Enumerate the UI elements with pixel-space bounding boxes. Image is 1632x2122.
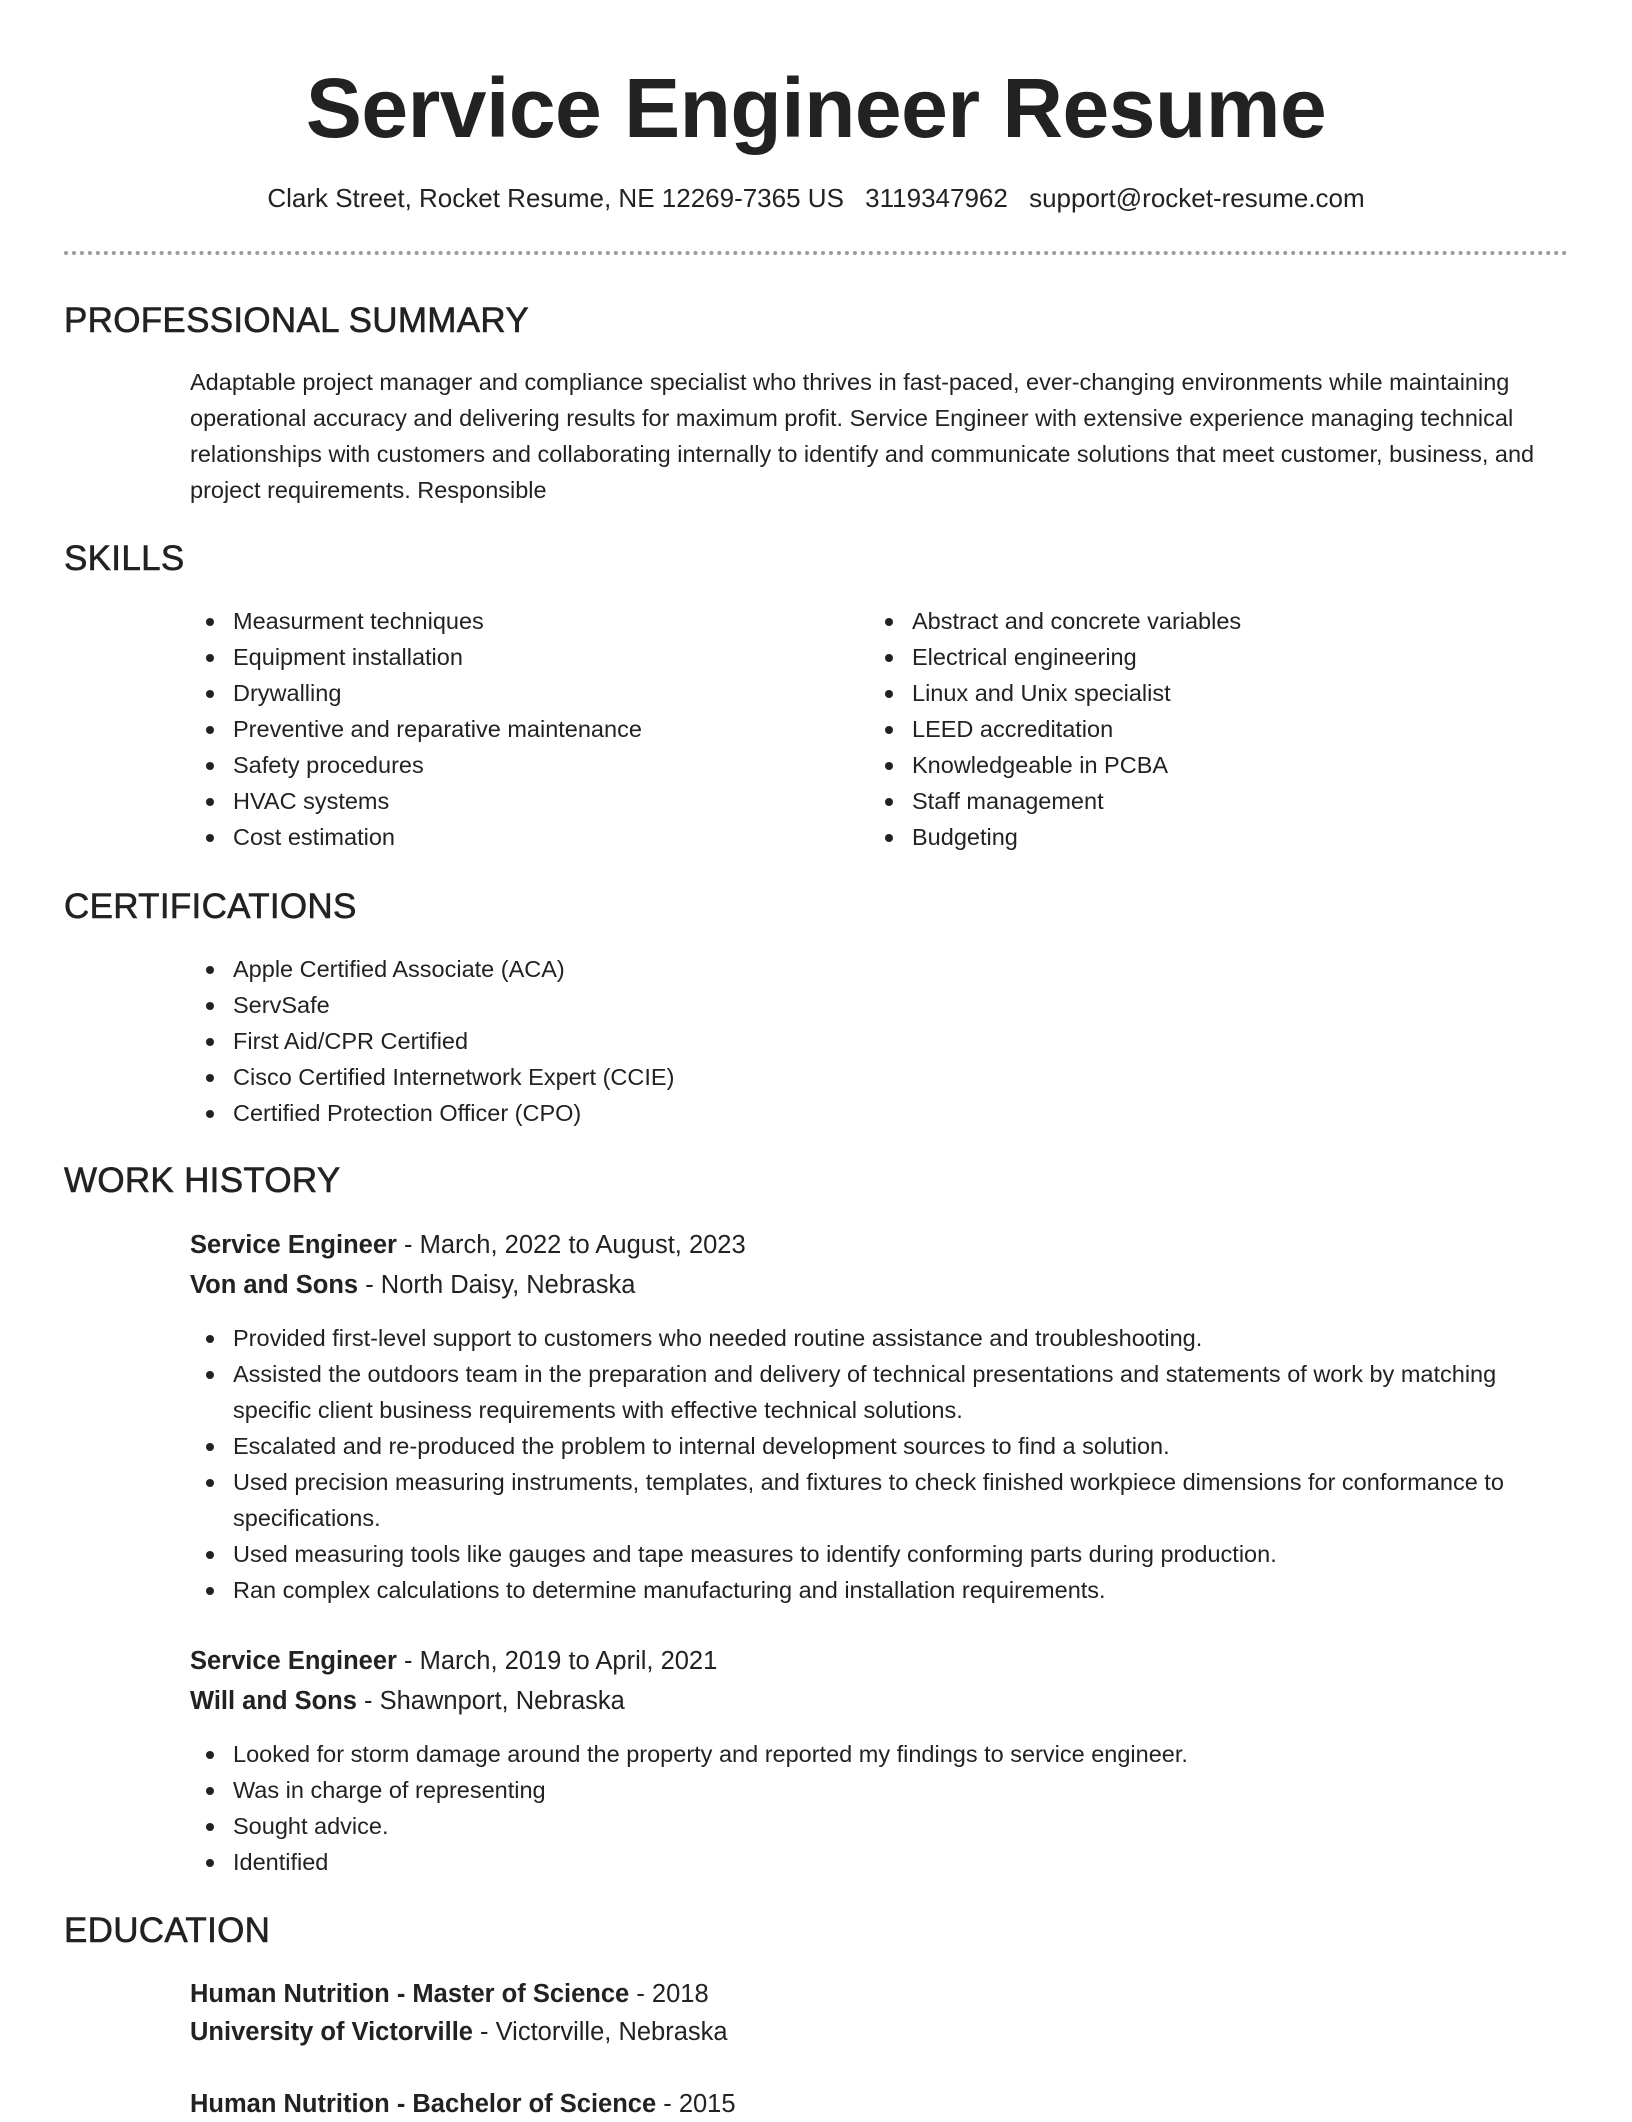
job-bullet: Used precision measuring instruments, templates, and fixtures to check finished workpiece dimensions for conformance to specifications. [190, 1464, 1570, 1536]
skill-item: Preventive and reparative maintenance [190, 711, 830, 747]
job-bullets [190, 1736, 1570, 1880]
skill-item: Staff management [869, 783, 1549, 819]
job-location: - Shawnport, Nebraska [356, 1687, 625, 1715]
job-location: - North Daisy, Nebraska [358, 1271, 636, 1299]
job-bullet: Assisted the outdoors team in the preparation and delivery of technical presentations and statements of work by matching specific client business requirements with effective technical solutions. [190, 1356, 1570, 1428]
certification-item: Cisco Certified Internetwork Expert (CCIE) [190, 1059, 1390, 1095]
header-divider [64, 251, 1568, 255]
education-heading: EDUCATION [64, 1911, 271, 1950]
job-title: Service Engineer [190, 1647, 397, 1675]
education-year: - 2018 [629, 1980, 709, 2008]
job-bullet: Looked for storm damage around the property and reported my findings to service engineer. [190, 1736, 1570, 1772]
job-bullet: Ran complex calculations to determine manufacturing and installation requirements. [190, 1572, 1570, 1608]
certifications-list [190, 951, 1390, 1131]
job-dates: - March, 2022 to August, 2023 [396, 1231, 746, 1259]
job-dates: - March, 2019 to April, 2021 [396, 1647, 718, 1675]
skill-item: LEED accreditation [869, 711, 1549, 747]
job-company: Will and Sons [190, 1687, 357, 1715]
job-bullet: Sought advice. [190, 1808, 1570, 1844]
education-degree-line [190, 1976, 709, 2012]
education-degree-line [190, 2086, 736, 2122]
job-bullets [190, 1320, 1570, 1608]
contact-email[interactable]: support@rocket-resume.com [1029, 183, 1365, 213]
work-heading: WORK HISTORY [64, 1161, 341, 1200]
job-bullet: Used measuring tools like gauges and tape measures to identify conforming parts during production. [190, 1536, 1570, 1572]
skills-list-left [190, 603, 830, 855]
skills-heading: SKILLS [64, 539, 185, 578]
skills-list-right [869, 603, 1549, 855]
skill-item: Equipment installation [190, 639, 830, 675]
contact-phone: 3119347962 [865, 183, 1008, 213]
job-bullet: Escalated and re-produced the problem to internal development sources to find a solution. [190, 1428, 1570, 1464]
education-school: University of Victorville [190, 2018, 473, 2046]
job-bullet: Identified [190, 1844, 1570, 1880]
skill-item: HVAC systems [190, 783, 830, 819]
job-title-line [190, 1643, 717, 1679]
skill-item: Linux and Unix specialist [869, 675, 1549, 711]
education-year: - 2015 [656, 2090, 736, 2118]
education-school-line [190, 2014, 728, 2050]
summary-heading: PROFESSIONAL SUMMARY [64, 301, 529, 340]
certification-item: Certified Protection Officer (CPO) [190, 1095, 1390, 1131]
certification-item: First Aid/CPR Certified [190, 1023, 1390, 1059]
summary-text: Adaptable project manager and compliance specialist who thrives in fast-paced, ever-changing environments while maintaining operational accuracy and delivering results for maximum profit. Service Engineer with extensive experience managing technical relationships with customers and collaborating internally to identify and communicate solutions that meet customer, business, and project requirements. Responsible [190, 369, 1535, 503]
skill-item: Cost estimation [190, 819, 830, 855]
certification-item: Apple Certified Associate (ACA) [190, 951, 1390, 987]
skill-item: Electrical engineering [869, 639, 1549, 675]
contact-line [0, 182, 1632, 214]
skill-item: Budgeting [869, 819, 1549, 855]
skill-item: Drywalling [190, 675, 830, 711]
job-title-line [190, 1227, 746, 1263]
job-bullet: Provided first-level support to customers who needed routine assistance and troubleshooting. [190, 1320, 1570, 1356]
skill-item: Knowledgeable in PCBA [869, 747, 1549, 783]
job-company-line [190, 1267, 635, 1303]
skill-item: Abstract and concrete variables [869, 603, 1549, 639]
job-title: Service Engineer [190, 1231, 397, 1259]
resume-title: Service Engineer Resume [305, 61, 1327, 155]
certification-item: ServSafe [190, 987, 1390, 1023]
job-bullet: Was in charge of representing [190, 1772, 1570, 1808]
skill-item: Safety procedures [190, 747, 830, 783]
skill-item: Measurment techniques [190, 603, 830, 639]
job-company-line [190, 1683, 625, 1719]
education-degree: Human Nutrition - Bachelor of Science [190, 2090, 657, 2118]
certifications-heading: CERTIFICATIONS [64, 887, 357, 926]
education-degree: Human Nutrition - Master of Science [190, 1980, 630, 2008]
education-location: - Victorville, Nebraska [472, 2018, 728, 2046]
job-company: Von and Sons [190, 1271, 359, 1299]
contact-address: Clark Street, Rocket Resume, NE 12269-7365 US [267, 183, 844, 213]
